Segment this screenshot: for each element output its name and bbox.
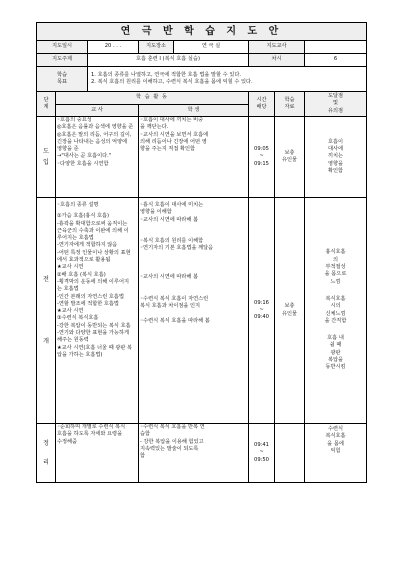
note-header: 도달점 및 유의점: [305, 92, 367, 117]
close-teacher-cell: [56, 424, 139, 483]
activity-line: 의해 리듬이나 긴장에 어떤 영: [140, 138, 207, 145]
activity-line: ★교사 시연: [57, 308, 84, 315]
activity-line: 루어지는 호흡법: [57, 235, 94, 242]
activity-line: ◦수련식 복식 호흡을 반복 연: [140, 424, 205, 430]
date-label: 지도일시: [37, 41, 88, 54]
activity-line: ◦순회하며 개별로 수련식 복식: [57, 424, 126, 430]
teacher-name-label: 지도교사: [249, 41, 305, 54]
activity-line: →"대사는 곧 호흡이다.": [57, 153, 112, 160]
activity-line: ◦교사의 시연에 따라해 봄: [140, 274, 199, 281]
place-value: 연 극 실: [174, 41, 249, 54]
intro-teacher-cell: [56, 117, 139, 198]
activity-line: ◦복식 호흡의 원리를 이해함: [140, 237, 204, 244]
teacher-name-value: [305, 41, 367, 54]
activity-line: -인간 본래의 자연스런 호흡법: [57, 293, 124, 300]
activity-line: ★교사 시연(호흡 너울 때 광판 복: [57, 344, 133, 351]
time-header: 시간 배당: [249, 92, 275, 117]
develop-material: 보충 유인물: [275, 198, 305, 424]
activity-line: 근육군의 수축과 이완에 의해 이: [57, 227, 129, 234]
stage-intro: 도 입: [37, 117, 56, 198]
place-label: 지도장소: [139, 41, 174, 54]
activity-line: 복식 호흡과 차이점을 인지: [140, 303, 201, 310]
goal-item: 1. 호흡의 종류를 나열하고, 연극에 적합한 호흡 법을 말할 수 있다.: [91, 71, 242, 78]
activity-line: 습함: [140, 431, 151, 438]
activity-line: ◦호흡의 중요성: [57, 117, 92, 123]
activity-line: 호흡을 하도록 자세와 요령을: [57, 431, 123, 438]
activity-line: ◦교사의 시연에 따라해 봄: [140, 216, 199, 223]
intro-note: 호흡이 대사에 끼치는 영향을 확인함: [305, 117, 367, 198]
activity-line: 해주는 원동력: [57, 337, 89, 344]
develop-teacher-cell: [56, 198, 139, 424]
activity-line: -흉곽을 확대함으로써 움직이는: [57, 220, 128, 227]
stage-develop: 전 개: [37, 198, 56, 424]
period-label: 차시: [249, 54, 305, 67]
activity-line: -강한 복압이 동반되는 복식 호흡: [57, 322, 131, 329]
activity-line: ◦호흡이 대사에 끼치는 비중: [140, 117, 204, 123]
activity-line: -횡격막의 운동에 의해 이루어지: [57, 278, 129, 285]
activity-line: ◦흉식 호흡이 대사에 미치는: [140, 202, 204, 208]
topic-value: 호흡 훈련 Ⅰ (복식 호흡 실습): [88, 54, 249, 67]
activity-line: ◦호흡의 종류 설명: [57, 202, 99, 208]
activity-line: 향을 주는지 직접 확인함: [140, 146, 196, 153]
goal-item: 2. 복식 호흡의 원리를 이해하고, 수련식 복식 호흡을 몸에 익힐 수 있다.: [91, 79, 253, 85]
activity-line: 함: [140, 453, 146, 460]
activity-line: -연기자에게 적합하지 않음: [57, 242, 118, 249]
activity-line: ①가슴 호흡(흉식 호흡): [57, 213, 110, 220]
activity-line: 영향을 준: [57, 146, 79, 153]
topic-label: 지도주제: [37, 54, 88, 67]
activity-line: 을 깨닫는다.: [140, 124, 169, 131]
activity-line: 지속력있는 발술이 되도록: [140, 445, 199, 452]
student-header: 학 생: [139, 105, 249, 117]
activity-line: 수정해줌: [57, 438, 78, 445]
intro-time: 09:05 ~ 09:15: [249, 117, 275, 198]
material-header: 학습 자료: [275, 92, 305, 117]
goals-label: 학습 목표: [37, 67, 88, 92]
activity-header: 학 습 활 동: [56, 92, 249, 105]
activity-line: -연할 발조에 적합한 호흡법: [57, 300, 119, 307]
intro-material: 보충 유인물: [275, 117, 305, 198]
activity-line: 긴장을 나타내는 음성의 억양에: [57, 138, 128, 145]
develop-note: 흉식호흡 의 부적절성 을 몸으로 느낌 복식호흡 시의 신체느낌 을 간직함 호흡 내 쉴 때 광판 복압을 동반시킴: [305, 198, 367, 424]
activity-line: 영향을 이해함: [140, 209, 172, 216]
lesson-plan-table: [36, 22, 367, 483]
goals-content: [88, 67, 367, 92]
activity-line: - 강한 복압을 이용해 힘있고: [140, 438, 204, 445]
intro-student-cell: [139, 117, 249, 198]
activity-line: ②배 호흡 (복식 호흡): [57, 271, 106, 278]
activity-line: ◦교사의 시연을 보면서 호흡에: [140, 131, 209, 138]
activity-line: 는 호흡법: [57, 286, 79, 293]
activity-line: ◎호흡은 음률과 음색에 영향을 준: [57, 124, 134, 131]
date-value: 20 . . .: [88, 41, 139, 54]
activity-line: ◎호흡은 말의 리듬, 어구의 길이,: [57, 131, 132, 138]
close-time: 09:41 ~ 09:50: [249, 424, 275, 483]
activity-line: ◦수련식 복식 호흡을 따라해 봄: [140, 318, 210, 325]
activity-line: -연기와 다양한 표현을 가능하게: [57, 330, 129, 337]
activity-line: ★교사 시연: [57, 264, 84, 271]
develop-student-cell: [139, 198, 249, 424]
close-note: 수련식 복식호흡 을 몸에 익힘: [305, 424, 367, 483]
activity-line: ◦다양한 호흡을 시연함: [57, 160, 109, 167]
stage-close: 정 리: [37, 424, 56, 483]
activity-line: ◦연기자의 기본 호흡법을 깨달음: [140, 245, 214, 252]
activity-line: 압을 가하는 호흡법): [57, 351, 103, 358]
document-title: 연 극 반 학 습 지 도 안: [37, 23, 367, 41]
activity-line: ◦수련식 복식 호흡이 자연스런: [140, 295, 209, 302]
develop-time: 09:16 ~ 09:40: [249, 198, 275, 424]
close-student-cell: [139, 424, 249, 483]
teacher-header: 교 사: [56, 105, 139, 117]
period-value: 6: [305, 54, 367, 67]
close-material: [275, 424, 305, 483]
activity-line: 에서 효과적으로 활용됨: [57, 257, 111, 264]
activity-line: -어떤 특정 인물이나 상황의 표현: [57, 249, 131, 256]
stage-header: 단 계: [37, 92, 56, 117]
activity-line: ③수련식 복식호흡: [57, 315, 99, 322]
